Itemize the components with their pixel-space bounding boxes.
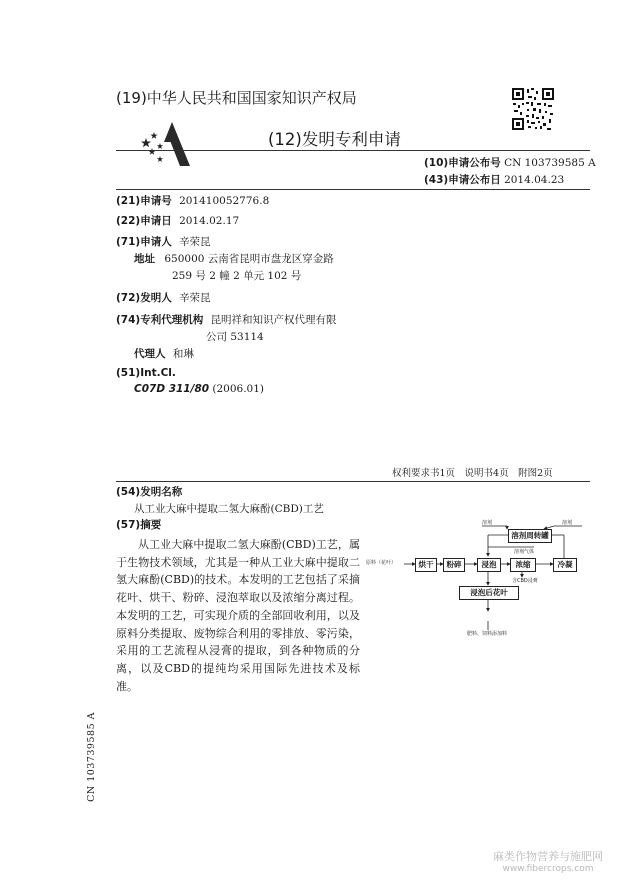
address-label: 地址 [134, 253, 155, 265]
publication-date: 2014.04.23 [504, 174, 565, 186]
agency-line2: 公司 53114 [206, 331, 264, 343]
watermark-line2: www.fibercrops.com [502, 864, 594, 874]
application-date: 2014.02.17 [179, 215, 240, 227]
publication-number-row [424, 155, 596, 170]
agent-label: 代理人 [134, 348, 166, 360]
flow-fertilizer: 肥料、饲料添加料 [467, 631, 508, 637]
application-number-label: (21)申请号 [116, 195, 172, 207]
flow-solvent-gas: 溶剂气体 [514, 549, 535, 555]
flow-solvent-recovery-tank: 溶剂周转罐 [508, 529, 552, 543]
watermark-line1: 麻类作物营养与施肥网 [493, 850, 603, 863]
address-row [134, 251, 334, 266]
abstract-text: 从工业大麻中提取二氢大麻酚(CBD)工艺，属于生物技术领域，尤其是一种从工业大麻中提取二氢大麻酚(CBD)的技术。本发明的工艺包括了采摘花叶、烘干、粉碎、浸泡萃取以及浓缩分离过程。本发明的工艺，可实现介质的全部回收利用，以及原料分类提取、废物综合利用的零排放、零污染，采用的工艺流程从浸膏的提取，到各种物质的分离，以及CBD的提纯均采用国际先进技术及标准。 [116, 538, 360, 693]
application-number-row [116, 193, 269, 208]
agent: 和琳 [172, 348, 194, 360]
ipc-label-row [116, 367, 176, 379]
office-name: (19)中华人民共和国国家知识产权局 [116, 89, 357, 107]
applicant-row [116, 234, 211, 249]
flow-solvent-out: 溶剂 [562, 520, 573, 526]
inventor-label: (72)发明人 [116, 292, 172, 304]
flow-solvent-in: 溶剂 [482, 520, 493, 526]
agency-label: (74)专利代理机构 [116, 314, 204, 326]
address-line1: 650000 云南省昆明市盘龙区穿金路 [164, 253, 334, 265]
publication-number-label: (10)申请公布号 [424, 157, 501, 169]
cnipa-logo [138, 118, 194, 170]
header-divider [116, 150, 590, 151]
flow-step-concentrate: 浓缩 [510, 558, 536, 572]
ipc-label: (51)Int.Cl. [116, 367, 176, 379]
applicant-label: (71)申请人 [116, 236, 172, 248]
publication-date-row [424, 172, 564, 187]
applicant: 辛荣昆 [179, 236, 211, 248]
biblio-divider [116, 189, 590, 190]
invention-title: 从工业大麻中提取二氢大麻酚(CBD)工艺 [134, 503, 324, 515]
ipc-code: C07D 311/80 [134, 383, 210, 395]
document-type: (12)发明专利申请 [268, 130, 401, 149]
flow-step-dry: 烘干 [415, 558, 437, 572]
process-flowchart [364, 517, 590, 677]
application-date-label: (22)申请日 [116, 215, 172, 227]
application-date-row [116, 213, 239, 228]
qr-code [511, 87, 555, 131]
page-counts: 权利要求书1页 说明书4页 附图2页 [392, 468, 553, 479]
side-publication-number: CN 103739585 A [86, 712, 97, 802]
abstract-label: (57)摘要 [116, 519, 162, 531]
flow-soaked-leaves: 浸泡后花叶 [459, 586, 519, 600]
inventor: 辛荣昆 [179, 292, 211, 304]
ipc-year: (2006.01) [212, 383, 265, 395]
flow-cbd-paste: 含CBD浸膏 [512, 578, 538, 584]
flow-raw-material: 原料（花叶） [366, 560, 397, 566]
title-label: (54)发明名称 [116, 486, 183, 498]
address-line2: 259 号 2 幢 2 单元 102 号 [172, 270, 302, 282]
publication-date-label: (43)申请公布日 [424, 174, 501, 186]
flow-step-soak: 浸泡 [477, 558, 501, 572]
ipc-row [134, 383, 264, 395]
agency-line1: 昆明祥和知识产权代理有限 [210, 314, 337, 326]
inventor-row [116, 290, 211, 305]
watermark [478, 848, 618, 874]
flow-step-crush: 粉碎 [443, 558, 465, 572]
publication-number: CN 103739585 A [504, 157, 596, 169]
application-number: 201410052776.8 [179, 195, 270, 207]
agency-row [116, 312, 337, 327]
abstract-divider [116, 481, 590, 482]
agent-row [134, 346, 194, 361]
flow-step-condense: 冷凝 [553, 558, 577, 572]
abstract-body [116, 536, 360, 695]
